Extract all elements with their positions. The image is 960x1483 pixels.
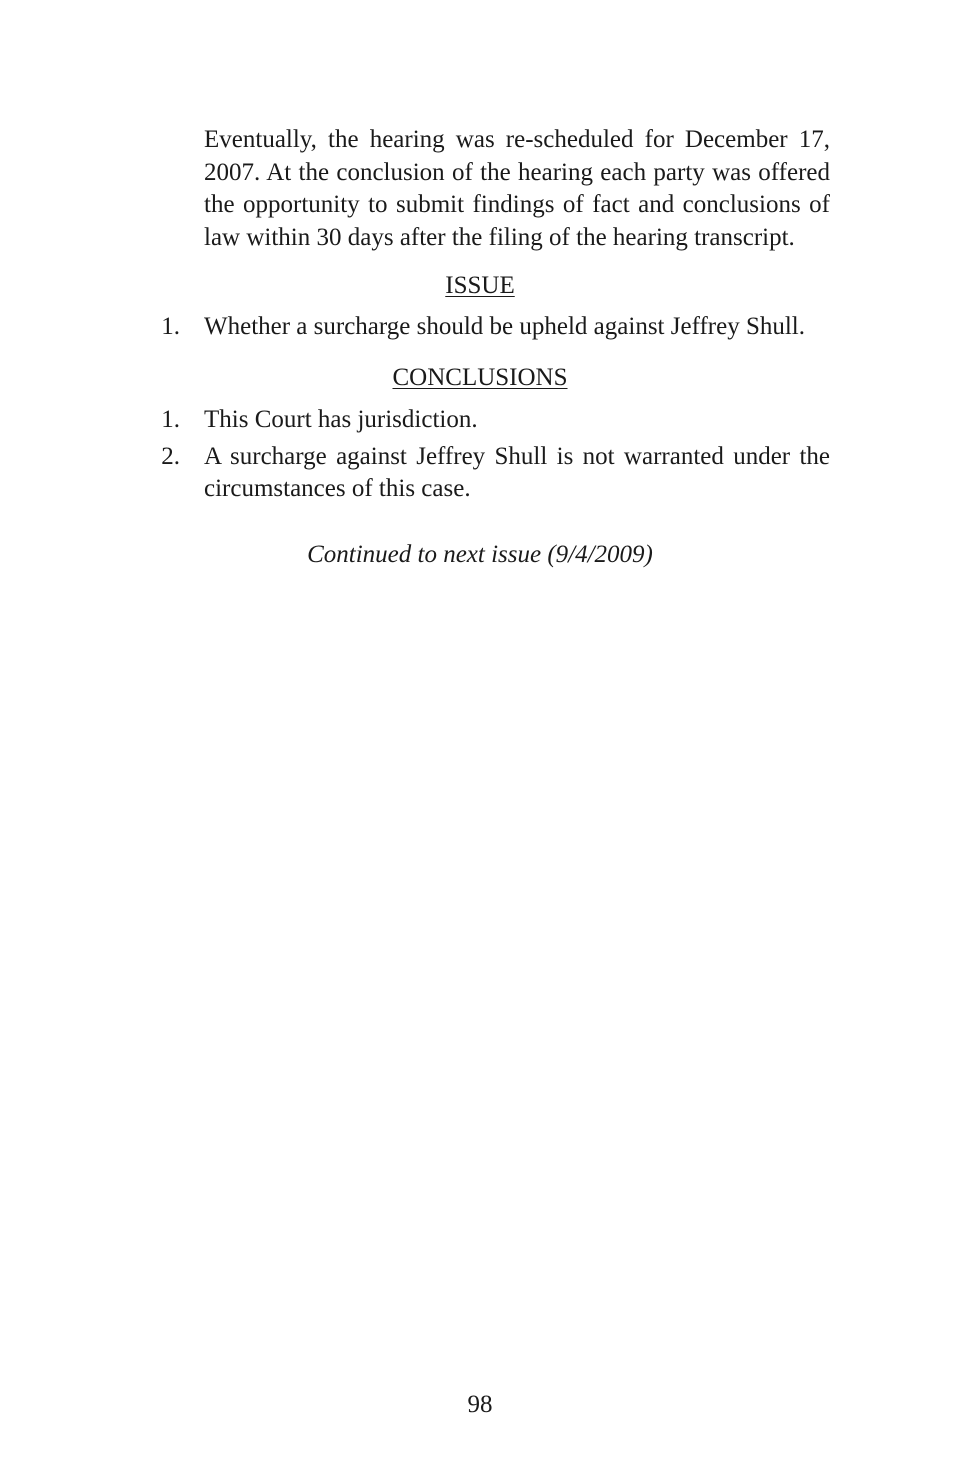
issue-item-text: Whether a surcharge should be upheld against Jeffrey Shull. <box>204 313 805 340</box>
issue-item-number: 1. <box>161 313 180 340</box>
issue-heading-label: ISSUE <box>445 272 515 299</box>
issue-list <box>150 311 830 348</box>
conclusion-item-number: 2. <box>161 442 180 470</box>
issue-item-1 <box>150 311 830 344</box>
conclusion-item-text: A surcharge against Jeffrey Shull is not warranted under the circumstances of this case. <box>204 442 830 502</box>
intro-paragraph: Eventually, the hearing was re-scheduled for December 17, 2007. At the conclusion of the hearing each party was offered the opportunity to submit findings of fact and conclusions of law within 30 days after the filing of the hearing transcript. <box>204 126 830 251</box>
conclusions-heading-label: CONCLUSIONS <box>392 364 568 391</box>
conclusion-item-1 <box>150 404 830 437</box>
page-number: 98 <box>467 1391 493 1418</box>
conclusion-item-number: 1. <box>161 406 180 433</box>
issue-heading <box>0 270 960 302</box>
conclusion-item-2 <box>150 441 830 506</box>
conclusion-item-text: This Court has jurisdiction. <box>204 406 478 433</box>
conclusions-heading <box>0 362 960 394</box>
continued-note: Continued to next issue (9/4/2009) <box>307 541 653 568</box>
conclusions-list <box>150 404 830 510</box>
